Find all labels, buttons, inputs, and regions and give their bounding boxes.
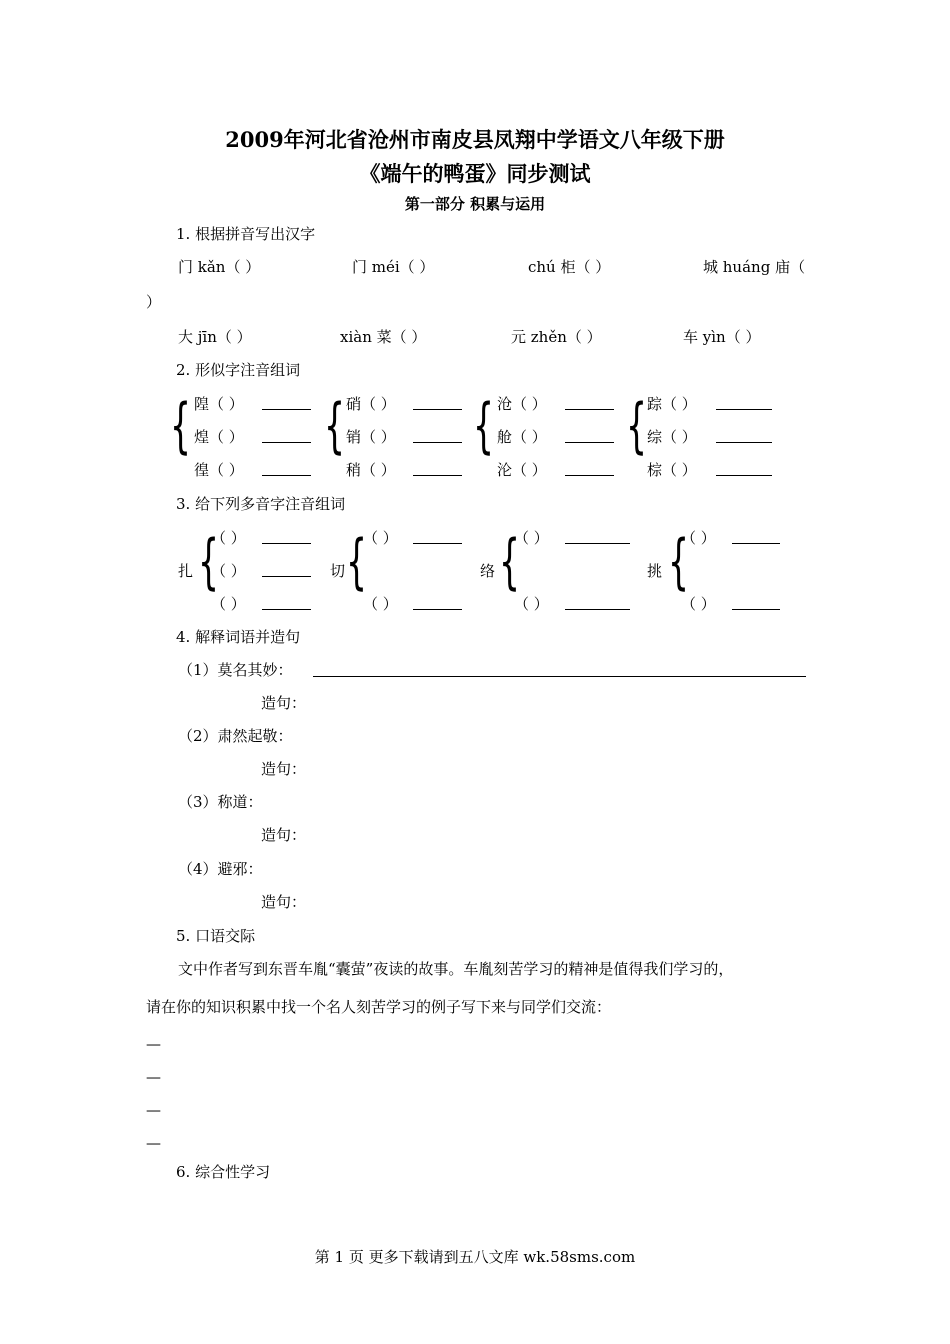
q1-item: 门 kǎn（ ） — [178, 258, 261, 276]
q4-sentence-label: 造句： — [261, 893, 307, 911]
brace-icon: { — [473, 391, 495, 461]
answer-blank — [565, 475, 614, 476]
page-subtitle: 《端午的鸭蛋》同步测试 — [359, 161, 591, 186]
q4-heading: 4. 解释词语并造句 — [176, 628, 301, 646]
q2-char: 隍（ ） — [194, 395, 244, 413]
answer-dash: — — [146, 1134, 161, 1152]
q3-char: 挑 — [647, 562, 663, 580]
answer-blank — [262, 409, 311, 410]
part-heading: 第一部分 积累与运用 — [404, 195, 546, 213]
q3-heading: 3. 给下列多音字注音组词 — [176, 495, 346, 513]
q2-heading: 2. 形似字注音组词 — [176, 361, 301, 379]
q1-item: 车 yìn（ ） — [683, 328, 761, 346]
q3-char: 切 — [330, 562, 346, 580]
q3-paren: （ ） — [211, 562, 246, 580]
answer-blank — [413, 543, 462, 544]
q1-item: xiàn 菜（ ） — [340, 328, 427, 346]
q3-paren: （ ） — [363, 529, 398, 547]
q3-char: 扎 — [178, 562, 194, 580]
q2-char: 徨（ ） — [194, 461, 244, 479]
q3-paren: （ ） — [681, 595, 716, 613]
q4-item: （3）称道： — [178, 793, 263, 811]
q5-heading: 5. 口语交际 — [176, 927, 256, 945]
answer-blank — [262, 609, 311, 610]
answer-blank — [413, 409, 462, 410]
q5-paragraph: 文中作者写到东晋车胤“囊萤”夜读的故事。车胤刻苦学习的精神是值得我们学习的， — [178, 960, 734, 978]
q1-item: 门 méi（ ） — [352, 258, 435, 276]
brace-icon: { — [170, 391, 192, 461]
page-footer: 第 1 页 更多下载请到五八文库 wk.58sms.com — [314, 1248, 636, 1266]
answer-blank — [565, 409, 614, 410]
q2-char: 稍（ ） — [346, 461, 396, 479]
q2-char: 硝（ ） — [346, 395, 396, 413]
q4-sentence-label: 造句： — [261, 826, 307, 844]
q2-char: 沧（ ） — [497, 395, 547, 413]
answer-blank — [732, 609, 780, 610]
page-title: 2009年河北省沧州市南皮县凤翔中学语文八年级下册 — [225, 127, 725, 152]
q4-sentence-label: 造句： — [261, 694, 307, 712]
q4-item: （2）肃然起敬： — [178, 727, 293, 745]
q2-char: 销（ ） — [346, 428, 396, 446]
answer-blank — [413, 609, 462, 610]
q2-char: 综（ ） — [647, 428, 697, 446]
answer-blank — [413, 475, 462, 476]
answer-dash: — — [146, 1068, 161, 1086]
q4-item: （1）莫名其妙： — [178, 661, 293, 679]
q2-char: 棕（ ） — [647, 461, 697, 479]
q3-paren: （ ） — [514, 529, 549, 547]
answer-blank — [716, 475, 772, 476]
answer-dash: — — [146, 1101, 161, 1119]
answer-blank — [716, 442, 772, 443]
brace-icon: { — [346, 527, 368, 597]
brace-icon: { — [198, 527, 220, 597]
q1-item: 城 huáng 庙（ — [703, 258, 806, 276]
q2-char: 沦（ ） — [497, 461, 547, 479]
q1-item-wrap: ） — [146, 293, 162, 311]
q3-paren: （ ） — [211, 529, 246, 547]
answer-blank — [413, 442, 462, 443]
brace-icon: { — [499, 527, 521, 597]
brace-icon: { — [626, 391, 648, 461]
answer-blank — [262, 576, 311, 577]
answer-blank — [565, 609, 630, 610]
q5-paragraph: 请在你的知识积累中找一个名人刻苦学习的例子写下来与同学们交流： — [146, 998, 612, 1016]
answer-blank — [565, 442, 614, 443]
answer-blank — [262, 475, 311, 476]
answer-blank — [262, 543, 311, 544]
answer-blank — [716, 409, 772, 410]
brace-icon: { — [324, 391, 346, 461]
q3-paren: （ ） — [211, 595, 246, 613]
q1-item: 元 zhěn（ ） — [511, 328, 602, 346]
brace-icon: { — [668, 527, 690, 597]
q2-char: 踪（ ） — [647, 395, 697, 413]
q3-paren: （ ） — [514, 595, 549, 613]
answer-blank — [732, 543, 780, 544]
q6-heading: 6. 综合性学习 — [176, 1163, 271, 1181]
q4-item: （4）避邪： — [178, 860, 263, 878]
answer-blank — [565, 543, 630, 544]
q2-char: 舱（ ） — [497, 428, 547, 446]
q3-paren: （ ） — [681, 529, 716, 547]
q1-heading: 1. 根据拼音写出汉字 — [176, 225, 316, 243]
q1-item: 大 jīn（ ） — [178, 328, 252, 346]
q1-item: chú 柜（ ） — [528, 258, 611, 276]
answer-blank — [313, 676, 806, 677]
q3-char: 络 — [480, 562, 496, 580]
answer-dash: — — [146, 1035, 161, 1053]
q3-paren: （ ） — [363, 595, 398, 613]
answer-blank — [262, 442, 311, 443]
q4-sentence-label: 造句： — [261, 760, 307, 778]
q2-char: 煌（ ） — [194, 428, 244, 446]
